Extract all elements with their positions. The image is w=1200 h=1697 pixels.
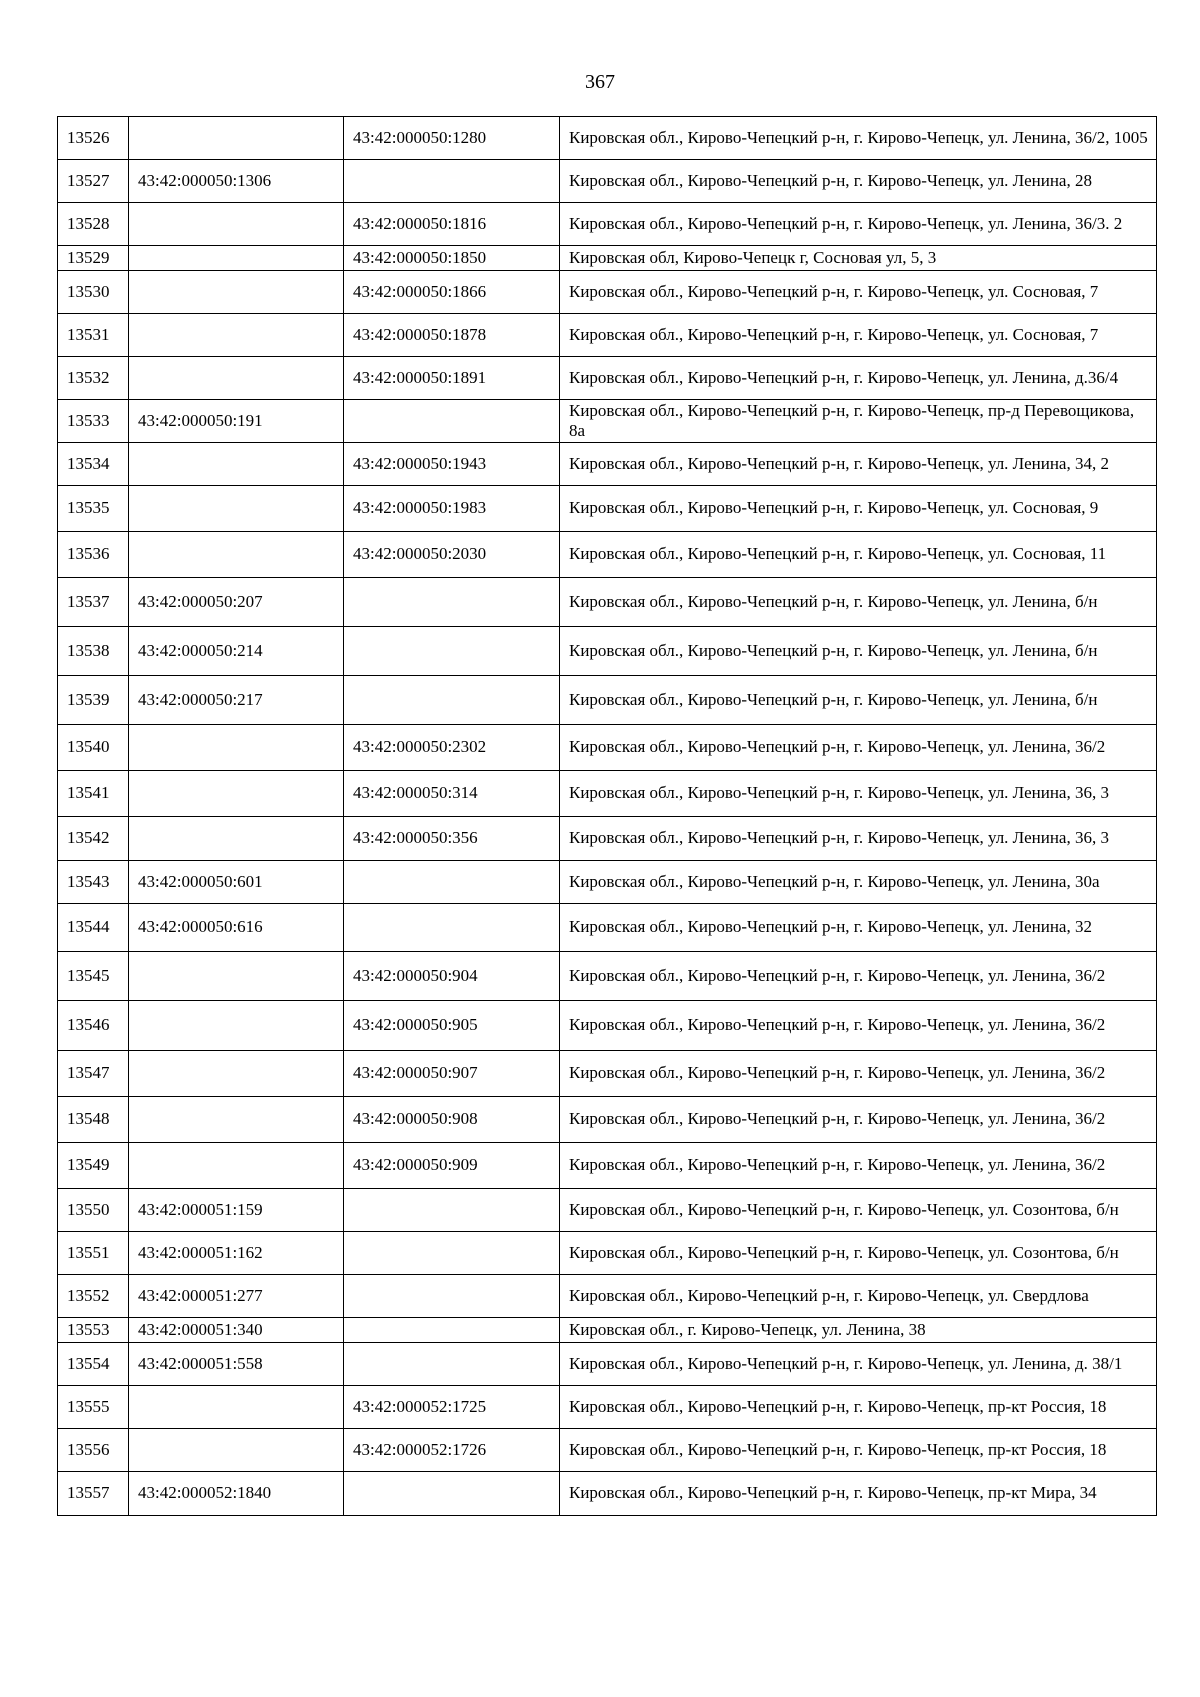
building-cadastral-cell: 43:42:000050:907 [344, 1051, 560, 1097]
building-cadastral-cell: 43:42:000050:908 [344, 1097, 560, 1143]
table-row [58, 952, 1157, 1001]
table-row [58, 271, 1157, 314]
address-cell: Кировская обл., Кирово-Чепецкий р-н, г. Кирово-Чепецк, ул. Свердлова [560, 1275, 1157, 1318]
building-cadastral-cell: 43:42:000050:1850 [344, 246, 560, 271]
land-cadastral-cell: 43:42:000050:214 [129, 627, 344, 676]
table-row [58, 532, 1157, 578]
address-cell: Кировская обл., Кирово-Чепецкий р-н, г. Кирово-Чепецк, ул. Ленина, 36/2 [560, 1143, 1157, 1189]
land-cadastral-cell [129, 117, 344, 160]
row-number-cell: 13533 [58, 400, 129, 443]
table-row [58, 1472, 1157, 1516]
building-cadastral-cell: 43:42:000050:1866 [344, 271, 560, 314]
address-cell: Кировская обл., Кирово-Чепецкий р-н, г. Кирово-Чепецк, ул. Ленина, б/н [560, 578, 1157, 627]
land-cadastral-cell [129, 1051, 344, 1097]
building-cadastral-cell: 43:42:000050:1943 [344, 443, 560, 486]
address-cell: Кировская обл., Кирово-Чепецкий р-н, г. Кирово-Чепецк, ул. Созонтова, б/н [560, 1189, 1157, 1232]
address-cell: Кировская обл., Кирово-Чепецкий р-н, г. Кирово-Чепецк, ул. Сосновая, 9 [560, 486, 1157, 532]
land-cadastral-cell: 43:42:000051:159 [129, 1189, 344, 1232]
row-number-cell: 13556 [58, 1429, 129, 1472]
land-cadastral-cell: 43:42:000051:340 [129, 1318, 344, 1343]
table-row [58, 203, 1157, 246]
page-number: 367 [585, 71, 615, 93]
building-cadastral-cell: 43:42:000052:1726 [344, 1429, 560, 1472]
table-row [58, 117, 1157, 160]
address-cell: Кировская обл, Кирово-Чепецк г, Сосновая ул, 5, 3 [560, 246, 1157, 271]
address-cell: Кировская обл., Кирово-Чепецкий р-н, г. Кирово-Чепецк, ул. Ленина, 32 [560, 904, 1157, 952]
row-number-cell: 13549 [58, 1143, 129, 1189]
row-number-cell: 13557 [58, 1472, 129, 1516]
address-cell: Кировская обл., Кирово-Чепецкий р-н, г. Кирово-Чепецк, ул. Ленина, 36, 3 [560, 817, 1157, 861]
registry-table [57, 116, 1157, 1516]
row-number-cell: 13548 [58, 1097, 129, 1143]
land-cadastral-cell [129, 1097, 344, 1143]
row-number-cell: 13544 [58, 904, 129, 952]
building-cadastral-cell [344, 904, 560, 952]
address-cell: Кировская обл., Кирово-Чепецкий р-н, г. Кирово-Чепецк, ул. Сосновая, 11 [560, 532, 1157, 578]
land-cadastral-cell: 43:42:000050:601 [129, 861, 344, 904]
address-cell: Кировская обл., Кирово-Чепецкий р-н, г. Кирово-Чепецк, пр-д Перевощикова, 8а [560, 400, 1157, 443]
registry-table-body [58, 117, 1157, 1516]
building-cadastral-cell: 43:42:000050:356 [344, 817, 560, 861]
table-row [58, 676, 1157, 725]
address-cell: Кировская обл., Кирово-Чепецкий р-н, г. Кирово-Чепецк, ул. Ленина, б/н [560, 627, 1157, 676]
address-cell: Кировская обл., Кирово-Чепецкий р-н, г. Кирово-Чепецк, ул. Ленина, 36, 3 [560, 771, 1157, 817]
row-number-cell: 13530 [58, 271, 129, 314]
land-cadastral-cell [129, 1001, 344, 1051]
table-row [58, 1232, 1157, 1275]
address-cell: Кировская обл., Кирово-Чепецкий р-н, г. Кирово-Чепецк, ул. Ленина, б/н [560, 676, 1157, 725]
table-row [58, 1051, 1157, 1097]
table-row [58, 1386, 1157, 1429]
address-cell: Кировская обл., г. Кирово-Чепецк, ул. Ленина, 38 [560, 1318, 1157, 1343]
table-row [58, 1097, 1157, 1143]
row-number-cell: 13547 [58, 1051, 129, 1097]
row-number-cell: 13538 [58, 627, 129, 676]
building-cadastral-cell [344, 1472, 560, 1516]
land-cadastral-cell [129, 817, 344, 861]
table-row [58, 904, 1157, 952]
land-cadastral-cell [129, 246, 344, 271]
address-cell: Кировская обл., Кирово-Чепецкий р-н, г. Кирово-Чепецк, ул. Ленина, 30а [560, 861, 1157, 904]
table-row [58, 578, 1157, 627]
row-number-cell: 13545 [58, 952, 129, 1001]
building-cadastral-cell [344, 1343, 560, 1386]
land-cadastral-cell: 43:42:000051:162 [129, 1232, 344, 1275]
table-row [58, 1001, 1157, 1051]
address-cell: Кировская обл., Кирово-Чепецкий р-н, г. Кирово-Чепецк, ул. Сосновая, 7 [560, 271, 1157, 314]
table-row [58, 314, 1157, 357]
building-cadastral-cell: 43:42:000050:909 [344, 1143, 560, 1189]
table-row [58, 817, 1157, 861]
land-cadastral-cell [129, 314, 344, 357]
building-cadastral-cell [344, 1232, 560, 1275]
address-cell: Кировская обл., Кирово-Чепецкий р-н, г. Кирово-Чепецк, ул. Ленина, 36/2 [560, 725, 1157, 771]
building-cadastral-cell: 43:42:000050:1891 [344, 357, 560, 400]
land-cadastral-cell [129, 771, 344, 817]
row-number-cell: 13528 [58, 203, 129, 246]
table-row [58, 486, 1157, 532]
land-cadastral-cell [129, 203, 344, 246]
table-row [58, 400, 1157, 443]
row-number-cell: 13552 [58, 1275, 129, 1318]
row-number-cell: 13550 [58, 1189, 129, 1232]
land-cadastral-cell [129, 1386, 344, 1429]
address-cell: Кировская обл., Кирово-Чепецкий р-н, г. Кирово-Чепецк, ул. Ленина, д. 38/1 [560, 1343, 1157, 1386]
table-row [58, 357, 1157, 400]
row-number-cell: 13551 [58, 1232, 129, 1275]
building-cadastral-cell: 43:42:000050:905 [344, 1001, 560, 1051]
table-row [58, 160, 1157, 203]
land-cadastral-cell [129, 1143, 344, 1189]
row-number-cell: 13553 [58, 1318, 129, 1343]
building-cadastral-cell: 43:42:000050:1983 [344, 486, 560, 532]
address-cell: Кировская обл., Кирово-Чепецкий р-н, г. Кирово-Чепецк, ул. Сосновая, 7 [560, 314, 1157, 357]
address-cell: Кировская обл., Кирово-Чепецкий р-н, г. Кирово-Чепецк, ул. Ленина, 36/2 [560, 952, 1157, 1001]
land-cadastral-cell [129, 1429, 344, 1472]
land-cadastral-cell: 43:42:000050:191 [129, 400, 344, 443]
building-cadastral-cell: 43:42:000050:314 [344, 771, 560, 817]
land-cadastral-cell: 43:42:000051:558 [129, 1343, 344, 1386]
address-cell: Кировская обл., Кирово-Чепецкий р-н, г. Кирово-Чепецк, ул. Ленина, 34, 2 [560, 443, 1157, 486]
table-row [58, 443, 1157, 486]
row-number-cell: 13555 [58, 1386, 129, 1429]
row-number-cell: 13526 [58, 117, 129, 160]
building-cadastral-cell [344, 578, 560, 627]
land-cadastral-cell: 43:42:000050:217 [129, 676, 344, 725]
row-number-cell: 13546 [58, 1001, 129, 1051]
building-cadastral-cell [344, 1275, 560, 1318]
row-number-cell: 13536 [58, 532, 129, 578]
building-cadastral-cell [344, 1318, 560, 1343]
address-cell: Кировская обл., Кирово-Чепецкий р-н, г. Кирово-Чепецк, ул. Ленина, д.36/4 [560, 357, 1157, 400]
address-cell: Кировская обл., Кирово-Чепецкий р-н, г. Кирово-Чепецк, ул. Ленина, 36/2 [560, 1051, 1157, 1097]
row-number-cell: 13529 [58, 246, 129, 271]
building-cadastral-cell [344, 676, 560, 725]
building-cadastral-cell [344, 627, 560, 676]
address-cell: Кировская обл., Кирово-Чепецкий р-н, г. Кирово-Чепецк, ул. Ленина, 28 [560, 160, 1157, 203]
land-cadastral-cell [129, 532, 344, 578]
table-row [58, 1143, 1157, 1189]
row-number-cell: 13537 [58, 578, 129, 627]
row-number-cell: 13542 [58, 817, 129, 861]
address-cell: Кировская обл., Кирово-Чепецкий р-н, г. Кирово-Чепецк, ул. Ленина, 36/2 [560, 1001, 1157, 1051]
row-number-cell: 13543 [58, 861, 129, 904]
address-cell: Кировская обл., Кирово-Чепецкий р-н, г. Кирово-Чепецк, ул. Ленина, 36/2, 1005 [560, 117, 1157, 160]
land-cadastral-cell [129, 443, 344, 486]
address-cell: Кировская обл., Кирово-Чепецкий р-н, г. Кирово-Чепецк, пр-кт Мира, 34 [560, 1472, 1157, 1516]
table-row [58, 1343, 1157, 1386]
land-cadastral-cell [129, 357, 344, 400]
table-row [58, 861, 1157, 904]
land-cadastral-cell [129, 725, 344, 771]
land-cadastral-cell: 43:42:000050:207 [129, 578, 344, 627]
row-number-cell: 13531 [58, 314, 129, 357]
address-cell: Кировская обл., Кирово-Чепецкий р-н, г. Кирово-Чепецк, ул. Созонтова, б/н [560, 1232, 1157, 1275]
row-number-cell: 13539 [58, 676, 129, 725]
building-cadastral-cell [344, 861, 560, 904]
land-cadastral-cell [129, 952, 344, 1001]
building-cadastral-cell [344, 400, 560, 443]
table-row [58, 1189, 1157, 1232]
row-number-cell: 13554 [58, 1343, 129, 1386]
building-cadastral-cell: 43:42:000052:1725 [344, 1386, 560, 1429]
table-row [58, 627, 1157, 676]
building-cadastral-cell: 43:42:000050:2030 [344, 532, 560, 578]
address-cell: Кировская обл., Кирово-Чепецкий р-н, г. Кирово-Чепецк, пр-кт Россия, 18 [560, 1386, 1157, 1429]
table-row [58, 1275, 1157, 1318]
table-row [58, 771, 1157, 817]
land-cadastral-cell [129, 271, 344, 314]
building-cadastral-cell: 43:42:000050:1816 [344, 203, 560, 246]
building-cadastral-cell: 43:42:000050:904 [344, 952, 560, 1001]
land-cadastral-cell: 43:42:000050:616 [129, 904, 344, 952]
building-cadastral-cell [344, 1189, 560, 1232]
building-cadastral-cell: 43:42:000050:1280 [344, 117, 560, 160]
address-cell: Кировская обл., Кирово-Чепецкий р-н, г. Кирово-Чепецк, ул. Ленина, 36/3. 2 [560, 203, 1157, 246]
table-row [58, 246, 1157, 271]
row-number-cell: 13540 [58, 725, 129, 771]
land-cadastral-cell: 43:42:000050:1306 [129, 160, 344, 203]
table-row [58, 1318, 1157, 1343]
table-row [58, 725, 1157, 771]
building-cadastral-cell [344, 160, 560, 203]
row-number-cell: 13527 [58, 160, 129, 203]
row-number-cell: 13541 [58, 771, 129, 817]
row-number-cell: 13532 [58, 357, 129, 400]
building-cadastral-cell: 43:42:000050:2302 [344, 725, 560, 771]
address-cell: Кировская обл., Кирово-Чепецкий р-н, г. Кирово-Чепецк, пр-кт Россия, 18 [560, 1429, 1157, 1472]
address-cell: Кировская обл., Кирово-Чепецкий р-н, г. Кирово-Чепецк, ул. Ленина, 36/2 [560, 1097, 1157, 1143]
land-cadastral-cell: 43:42:000052:1840 [129, 1472, 344, 1516]
table-row [58, 1429, 1157, 1472]
row-number-cell: 13535 [58, 486, 129, 532]
land-cadastral-cell [129, 486, 344, 532]
land-cadastral-cell: 43:42:000051:277 [129, 1275, 344, 1318]
row-number-cell: 13534 [58, 443, 129, 486]
building-cadastral-cell: 43:42:000050:1878 [344, 314, 560, 357]
